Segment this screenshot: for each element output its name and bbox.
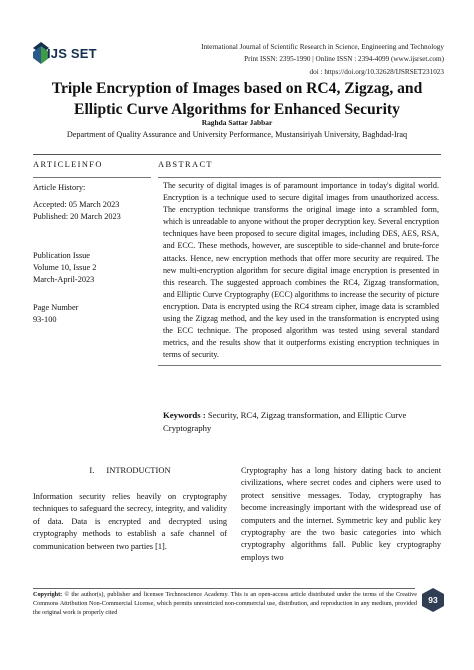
issn-line: Print ISSN: 2395-1990 | Online ISSN : 2394-4099 (www.ijsrset.com) (244, 55, 444, 64)
paper-title: Triple Encryption of Images based on RC4, Zigzag, and Elliptic Curve Algorithms for Enhanced Security (51, 80, 423, 118)
abstract-heading: ABSTRACT (158, 160, 213, 169)
copyright-text: © the author(s), publisher and licensee Technoscience Academy. This is an open-access article distributed under the terms of the Creative Commons Attribution Non-Commercial License, which permits unrestricted non-commercial use, distribution, and reproduction in any medium, provided the original work is properly cited (33, 591, 417, 616)
abstract-box (158, 177, 441, 366)
page-numbers: 93-100 (33, 314, 57, 324)
intro-right-column (241, 465, 441, 564)
page-range (33, 302, 151, 326)
page-number: 93 (428, 595, 438, 605)
intro-paragraph-2: Cryptography has a long history dating back to ancient civilizations, where secret codes and ciphers were used to protect sensitive messages. Today, cryptography has become increasingly important with the widespread use of computers and the internet. Symmetric key and public key cryptography are the two basic categories into which cryptography algorithms fall. Public key cryptography employs two (241, 466, 441, 562)
journal-logo (31, 40, 107, 66)
history-label: Article History: (33, 183, 86, 192)
doi-line[interactable]: doi : https://doi.org/10.32628/IJSRSET231023 (309, 67, 444, 76)
section-number: I. (89, 465, 95, 475)
publication-issue (33, 250, 151, 285)
info-top-rule (33, 177, 151, 178)
published-date: Published: 20 March 2023 (33, 211, 121, 221)
issue-period: March-April-2023 (33, 274, 95, 284)
journal-info (144, 41, 444, 78)
page-number-label: Page Number (33, 303, 79, 312)
author-name: Raghda Sattar Jabbar (201, 118, 273, 127)
publication-label: Publication Issue (33, 251, 90, 260)
logo-text: IJS SET (47, 46, 97, 61)
article-info-heading: ARTICLEINFO (33, 160, 103, 169)
keywords (163, 409, 441, 435)
abstract-text: The security of digital images is of paramount importance in today's digital world. Encryption is a technique used to secure digital images from unauthorized access. The encryption technique transforms the original image into a scrambled form, which is unreadable to anyone without the proper decryption key. Several encryption techniques have been proposed to secure digital images, including DES, AES, RSA, and ECC. These methods, however, are susceptible to side-channel and brute-force attacks. Hence, new encryption methods that offer more security are required. The new multi-encryption algorithm for secure digital image encryption is presented in this research. The suggested approach combines the RC4, Zigzag transformation, and Elliptic Curve Cryptography (ECC) algorithms to increase the security of picture encryption. Data is encrypted using the RC4 stream cipher, image data is scrambled using the Zigzag method, and the key used in the transformation is encrypted using the ECC technique. The proposed algorithm was tested using several standard metrics, and the results show that it outperforms existing encryption techniques in terms of security. (163, 181, 439, 360)
intro-left-column (33, 491, 227, 553)
copyright-notice (33, 591, 417, 618)
copyright-label: Copyright: (33, 591, 63, 598)
footer-rule (33, 588, 415, 589)
introduction-heading (33, 465, 227, 475)
volume-issue: Volume 10, Issue 2 (33, 262, 97, 272)
title-divider (33, 154, 441, 155)
author-affiliation: Department of Quality Assurance and University Performance, Mustansiriyah University, Baghdad-Iraq (66, 130, 408, 139)
intro-paragraph-1: Information security relies heavily on cryptography techniques to safeguard the secrecy, integrity, and validity of data. Data is encrypted and decrypted using cryptography methods to establish a safe channel of communication between two parties [1]. (33, 492, 227, 551)
section-title: INTRODUCTION (106, 465, 171, 475)
accepted-date: Accepted: 05 March 2023 (33, 199, 120, 209)
journal-name: International Journal of Scientific Research in Science, Engineering and Technology (201, 43, 444, 51)
keywords-text: Security, RC4, Zigzag transformation, and Elliptic Curve Cryptography (163, 410, 407, 433)
article-history (33, 182, 151, 222)
keywords-label: Keywords : (163, 410, 206, 420)
